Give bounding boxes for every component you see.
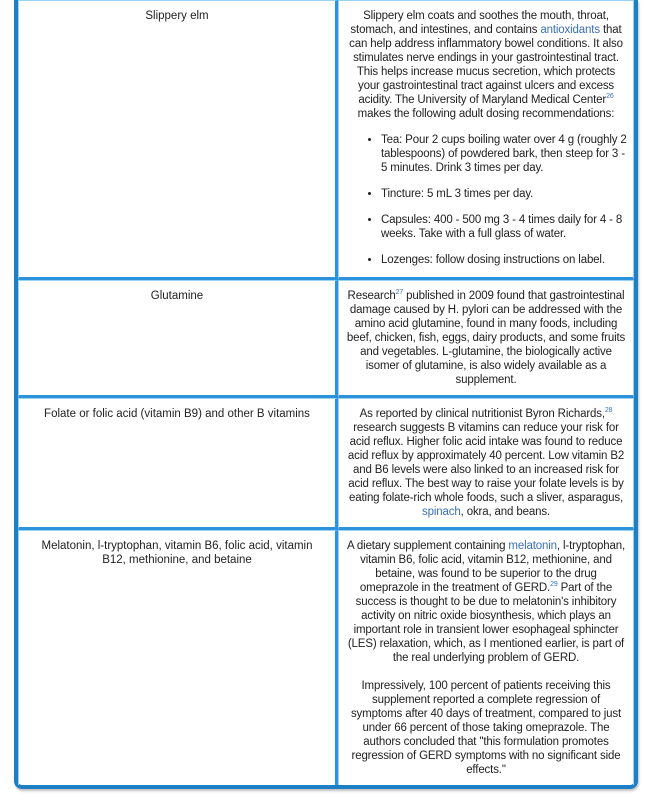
supplement-name: Melatonin, l-tryptophan, vitamin B6, folic acid, vitamin B12, methionine, and betaine: [41, 540, 313, 566]
description-paragraph: [345, 9, 627, 121]
supplement-description-cell: [338, 398, 634, 530]
description-paragraph: [345, 539, 627, 665]
dosing-item-lozenges: • Lozenges: follow dosing instructions on label.: [381, 253, 627, 267]
description-text: Slippery elm coats and soothes the mouth, throat, stomach, and intestines, and contains: [350, 10, 609, 36]
table-row: [18, 398, 634, 530]
description-text: Part of the success is thought to be due to melatonin's inhibitory activity on nitric oxide biosynthesis, which plays an important role in transient lower esophageal sphincter (LES) relaxation, which, as I mentioned earlier, is part of the real underlying problem of GERD.: [347, 582, 625, 664]
reference-29-link[interactable]: 29: [550, 581, 558, 589]
antioxidants-link[interactable]: antioxidants: [540, 24, 600, 36]
supplement-name-cell: [18, 280, 338, 398]
dosing-item-tea: • Tea: Pour 2 cups boiling water over 4 g (roughly 2 tablespoons) of powdered bark, then steep for 3 - 5 minutes. Drink 3 times per day.: [381, 133, 627, 175]
description-paragraph-2: Impressively, 100 percent of patients receiving this supplement reported a complete regression of symptoms after 40 days of treatment, compared to just under 66 percent of those taking omeprazole. The authors concluded that "this formulation promotes regression of GERD symptoms with no significant side effects.": [350, 680, 622, 776]
description-text: , l-tryptophan, vitamin B6, folic acid, vitamin B12, methionine, and betaine, was found to be superior to the drug omeprazole in the treatment of GERD.: [359, 540, 625, 594]
supplement-name-cell: [18, 530, 338, 785]
description-paragraph: [345, 407, 627, 519]
dosing-item-capsules: • Capsules: 400 - 500 mg 3 - 4 times daily for 4 - 8 weeks. Take with a full glass of water.: [381, 213, 627, 241]
description-text: As reported by clinical nutritionist Byron Richards,: [359, 408, 605, 420]
description-text: published in 2009 found that gastrointestinal damage caused by H. pylori can be addressed with the amino acid glutamine, found in many foods, including beef, chicken, fish, eggs, dairy products, and some fruits and vegetables. L-glutamine, the biologically active isomer of glutamine, is also widely available as a supplement.: [346, 290, 626, 386]
table-row: [18, 530, 634, 785]
description-text: Research: [347, 290, 396, 302]
description-text: A dietary supplement containing: [346, 540, 509, 552]
supplement-name: Folate or folic acid (vitamin B9) and other B vitamins: [44, 408, 310, 420]
dosing-item-tincture: • Tincture: 5 mL 3 times per day.: [381, 187, 627, 201]
table-row: [18, 0, 634, 280]
melatonin-link[interactable]: melatonin: [508, 540, 557, 552]
reference-28-link[interactable]: 28: [604, 407, 613, 415]
description-text: that can help address inflammatory bowel conditions. It also stimulates nerve endings in your gastrointestinal tract. This helps increase mucus secretion, which protects your gastrointestinal tract against ulcers and excess acidity. The University of Maryland Medical Center: [349, 24, 623, 106]
description-text: makes the following adult dosing recommendations:: [357, 108, 615, 120]
description-paragraph: [345, 289, 627, 387]
supplement-description-cell: [338, 0, 634, 280]
supplement-name: Glutamine: [150, 290, 204, 302]
spinach-link[interactable]: spinach: [422, 506, 461, 518]
supplements-table: [18, 0, 634, 785]
table-row: [18, 280, 634, 398]
supplement-name-cell: [18, 0, 338, 280]
description-text: research suggests B vitamins can reduce your risk for acid reflux. Higher folic acid intake was found to reduce acid reflux by approximately 40 percent. Low vitamin B2 and B6 levels were also linked to an increased risk for acid reflux. The best way to raise your folate levels is by eating folate-rich whole foods, such a sliver, asparagus,: [347, 422, 625, 504]
supplement-description-cell: [338, 280, 634, 398]
description-text: , okra, and beans.: [460, 506, 550, 518]
supplements-table-frame: [14, 0, 638, 789]
supplement-name: Slippery elm: [145, 10, 209, 22]
reference-27-link[interactable]: 27: [395, 289, 404, 297]
dosing-list: [345, 133, 627, 267]
supplement-name-cell: [18, 398, 338, 530]
reference-26-link[interactable]: 26: [606, 93, 614, 101]
supplement-description-cell: [338, 530, 634, 785]
